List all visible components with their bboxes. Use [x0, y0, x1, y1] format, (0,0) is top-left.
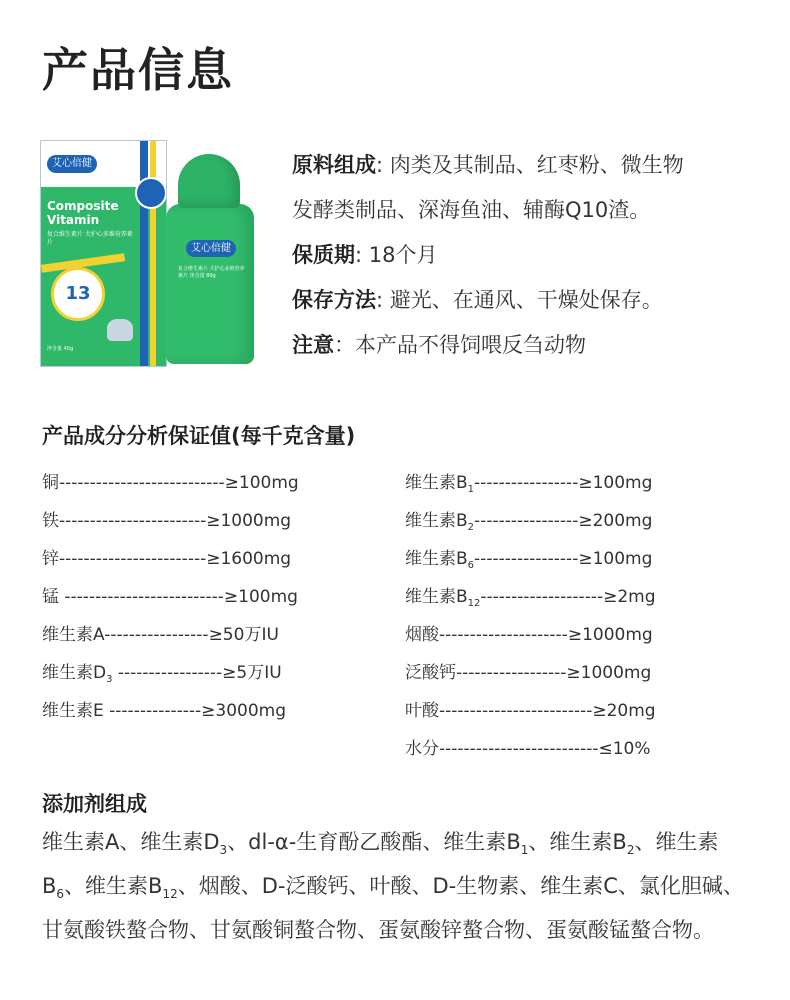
analysis-title: 产品成分分析保证值(每千克含量)	[42, 424, 356, 448]
storage-line: 保存方法: 避光、在通风、干燥处保存。	[292, 288, 663, 312]
leader-dashes: -----------------	[474, 511, 579, 531]
nutrient-value: ≥20mg	[592, 701, 656, 721]
nutrient-value: ≥3000mg	[201, 701, 287, 721]
note-line: 注意：本产品不得饲喂反刍动物	[292, 333, 586, 357]
nutrient-name: 维生素B	[405, 473, 468, 493]
ingredients-line: 原料组成: 肉类及其制品、红枣粉、微生物	[292, 153, 684, 177]
ingredients-line-2: 发酵类制品、深海鱼油、辅酶Q10渣。	[292, 198, 651, 222]
nutrient-name: 铁	[42, 511, 59, 531]
leader-dashes: --------------------------	[439, 739, 599, 759]
analysis-row	[405, 624, 653, 646]
nutrient-name: 烟酸	[405, 625, 439, 645]
box-product-name: Composite Vitamin	[47, 199, 119, 227]
bottle-label: 复合维生素片 犬护心多维营养素片 净含量 80g	[178, 266, 245, 279]
analysis-row	[405, 738, 651, 760]
analysis-row	[42, 700, 286, 722]
nutrient-name: 维生素B	[405, 587, 468, 607]
shelf-life-line: 保质期: 18个月	[292, 243, 438, 267]
nutrient-subscript: 12	[467, 598, 481, 609]
analysis-row	[42, 548, 291, 570]
nutrient-value: ≥1000mg	[206, 511, 292, 531]
nutrient-name: 维生素B	[405, 511, 468, 531]
nutrient-subscript: 2	[467, 522, 475, 533]
analysis-row	[405, 548, 652, 577]
leader-dashes: ---------------	[109, 701, 202, 721]
page-title: 产品信息	[42, 43, 234, 97]
nutrient-name: 维生素D	[42, 663, 107, 683]
box-subtitle: 复合维生素片 犬护心多维营养素片	[47, 231, 133, 246]
nutrient-value: ≥1000mg	[567, 625, 653, 645]
leader-dashes: -------------------------	[439, 701, 593, 721]
product-image	[40, 140, 265, 370]
nutrient-name: 水分	[405, 739, 439, 759]
leader-dashes: --------------------------	[64, 587, 224, 607]
leader-dashes: -----------------	[112, 663, 223, 683]
nutrient-name: 铜	[42, 473, 59, 493]
nutrient-subscript: 3	[106, 674, 113, 685]
nutrient-value: ≥5万IU	[222, 663, 282, 683]
bottle-logo: 艾心倍健	[186, 240, 236, 257]
leader-dashes: -----------------	[474, 473, 579, 493]
analysis-row	[42, 662, 282, 691]
nutrient-name: 维生素B	[405, 549, 468, 569]
analysis-row	[405, 662, 651, 684]
nutrient-subscript: 6	[467, 560, 475, 571]
box-logo: 艾心倍健	[47, 155, 97, 173]
analysis-row	[405, 472, 652, 501]
leader-dashes: -----------------	[474, 549, 579, 569]
nutrient-value: ≤10%	[598, 739, 651, 759]
additives-text: 维生素A、维生素$D_3$、dl-α-生育酚乙酸酯、维生素$B_1$、维生素$B_2$、维生素$B_6$、维生素$B_{12}$、烟酸、D-泛酸钙、叶酸、D-生物素、维生素C、氯化胆碱、甘氨酸铁螯合物、甘氨酸铜螯合物、蛋氨酸锌螯合物、蛋氨酸锰螯合物。	[42, 830, 744, 942]
nutrient-name: 泛酸钙	[405, 663, 456, 683]
analysis-row	[42, 472, 299, 494]
dog-icon	[107, 319, 133, 341]
leader-dashes: ------------------------	[59, 549, 207, 569]
leader-dashes: --------------------	[480, 587, 604, 607]
leader-dashes: ---------------------------	[59, 473, 225, 493]
nutrient-name: 锰	[42, 587, 65, 607]
analysis-row	[42, 586, 298, 608]
nutrient-value: ≥100mg	[578, 473, 653, 493]
analysis-row	[405, 586, 656, 615]
product-box	[40, 140, 167, 367]
analysis-row	[42, 510, 291, 532]
nutrient-value: ≥1600mg	[206, 549, 292, 569]
nutrient-value: ≥200mg	[578, 511, 653, 531]
nutrient-value: ≥100mg	[578, 549, 653, 569]
additives-title: 添加剂组成	[42, 792, 147, 816]
box-net-weight: 净含量 40g	[47, 346, 74, 352]
nutrient-name: 叶酸	[405, 701, 439, 721]
dog-badge-icon	[135, 177, 167, 209]
leader-dashes: -----------------	[104, 625, 209, 645]
vitamin-count-badge: 13	[51, 267, 105, 321]
leader-dashes: ---------------------	[439, 625, 568, 645]
product-bottle	[166, 154, 256, 364]
leader-dashes: ------------------	[456, 663, 567, 683]
nutrient-value: ≥50万IU	[208, 625, 279, 645]
analysis-row	[405, 700, 656, 722]
nutrient-value: ≥2mg	[603, 587, 656, 607]
leader-dashes: ------------------------	[59, 511, 207, 531]
nutrient-value: ≥100mg	[224, 473, 299, 493]
nutrient-name: 维生素A	[42, 625, 105, 645]
analysis-row	[42, 624, 279, 646]
nutrient-name: 锌	[42, 549, 59, 569]
nutrient-subscript: 1	[467, 484, 475, 495]
nutrient-value: ≥100mg	[223, 587, 298, 607]
nutrient-value: ≥1000mg	[566, 663, 652, 683]
nutrient-name: 维生素E	[42, 701, 110, 721]
analysis-row	[405, 510, 652, 539]
